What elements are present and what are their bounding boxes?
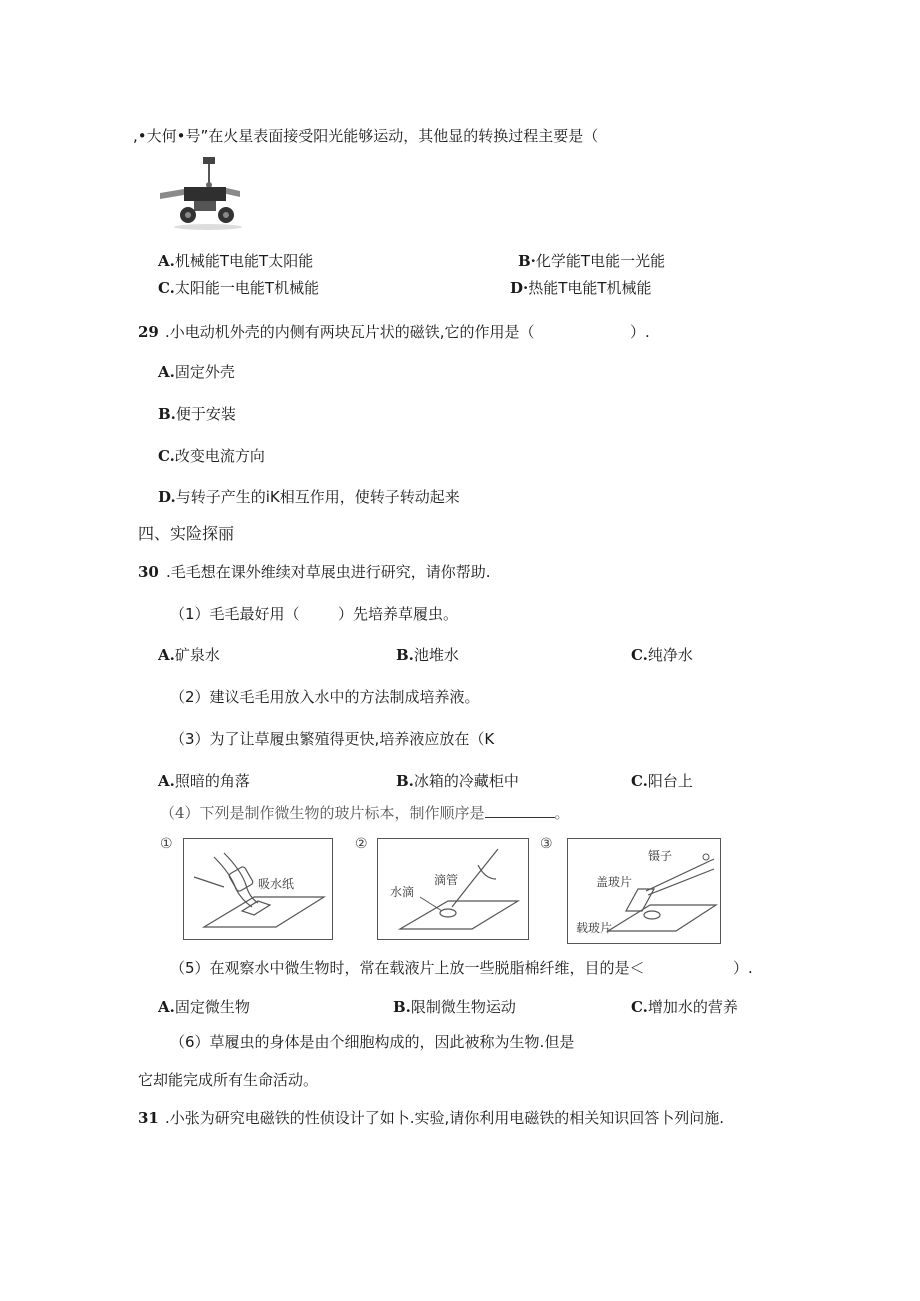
q31-stem: .小张为研究电磁铁的性侦设计了如卜.实验,请你利用电磁铁的相关知识回答卜列问施. — [165, 1109, 725, 1127]
q30-p5-option-a[interactable]: A.固定微生物 — [158, 998, 250, 1016]
q29-option-a[interactable]: A.固定外壳 — [158, 363, 235, 381]
q30-part6-line1: （6）草履虫的身体是由个细胞构成的，因此被称为生物.但是 — [170, 1033, 575, 1051]
q30-p3-option-a[interactable]: A.照暗的角落 — [158, 772, 250, 790]
figure-step-1-number: ① — [160, 836, 173, 852]
q28-option-d[interactable]: D·热能T电能T机械能 — [510, 279, 652, 297]
q30-part1-b: ）先培养草履虫。 — [338, 605, 459, 623]
q28-option-a[interactable]: A.机械能T电能T太阳能 — [158, 252, 314, 270]
q29-number: 29 — [138, 323, 159, 341]
q30-stem: .毛毛想在课外维续对草展虫进行研究，请你帮助. — [166, 563, 491, 581]
q30-part3: （3）为了让草履虫繁殖得更快,培养液应放在（K — [170, 730, 495, 748]
q30-part6-line2: 它却能完成所有生命活动。 — [138, 1071, 319, 1089]
q28-stem: ,•大何•号”在火星表面接受阳光能够运动，其他显的转换过程主要是（ — [133, 127, 599, 145]
q29-stem: .小电动机外壳的内侧有两块瓦片状的磁铁,它的作用是（ — [165, 323, 535, 341]
label-blotting-paper: 吸水纸 — [258, 877, 295, 891]
q30-p5-option-c[interactable]: C.增加水的营养 — [631, 998, 738, 1016]
figure-step-1 — [183, 838, 333, 940]
q30-part5-b: ）. — [733, 959, 753, 977]
q28-option-c[interactable]: C.太阳能一电能T机械能 — [158, 279, 320, 297]
q30-p1-option-a[interactable]: A.矿泉水 — [158, 646, 220, 664]
figure-step-3-number: ③ — [540, 836, 553, 852]
q30-part2: （2）建议毛毛用放入水中的方法制成培养液。 — [170, 688, 480, 706]
q30-p3-option-c[interactable]: C.阳台上 — [631, 772, 693, 790]
q29-option-d[interactable]: D.与转子产生的iK相互作用，使转子转动起来 — [158, 488, 460, 506]
q30-p1-option-b[interactable]: B.池堆水 — [396, 646, 459, 664]
figure-step-3 — [567, 838, 721, 944]
label-tweezers: 镊子 — [648, 849, 673, 863]
q29-option-b[interactable]: B.便于安装 — [158, 405, 236, 423]
q28-option-b[interactable]: B·化学能T电能一光能 — [518, 252, 666, 270]
q29-option-c[interactable]: C.改变电流方向 — [158, 447, 265, 465]
q30-number: 30 — [138, 563, 159, 581]
q30-part4: （4）下列是制作微生物的玻片标本，制作顺序是 。 — [160, 804, 570, 822]
q30-part1-a: （1）毛毛最好用（ — [170, 605, 300, 623]
label-coverslip: 盖玻片 — [596, 875, 633, 889]
label-slide: 载玻片 — [576, 921, 613, 935]
mars-rover-image — [158, 155, 242, 231]
q30-p3-option-b[interactable]: B.冰箱的冷藏柜中 — [396, 772, 519, 790]
answer-blank[interactable] — [485, 803, 555, 818]
q30-part5-a: （5）在观察水中微生物时，常在载液片上放一些脱脂棉纤维，目的是＜ — [170, 959, 645, 977]
label-dropper: 滴管 — [434, 873, 459, 887]
label-water-drop: 水滴 — [390, 885, 415, 899]
q30-p1-option-c[interactable]: C.纯净水 — [631, 646, 693, 664]
q29-stem-end: ）. — [630, 323, 650, 341]
q31-number: 31 — [138, 1109, 159, 1127]
figure-step-2 — [377, 838, 529, 940]
section-4-title: 四、实险探丽 — [138, 524, 235, 543]
q30-p5-option-b[interactable]: B.限制微生物运动 — [393, 998, 516, 1016]
figure-step-2-number: ② — [355, 836, 368, 852]
